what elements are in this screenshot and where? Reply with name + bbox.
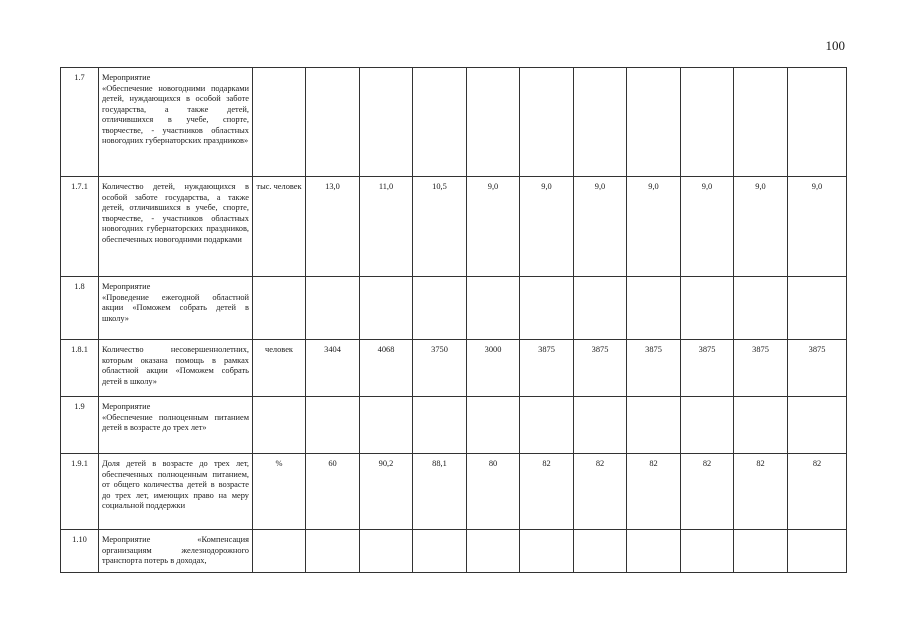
row-description-cell xyxy=(99,68,253,177)
value-cell xyxy=(574,397,627,454)
row-number-cell: 1.7.1 xyxy=(61,177,99,277)
page-number: 100 xyxy=(825,38,845,53)
table-row xyxy=(61,340,847,397)
value-cell xyxy=(467,530,520,573)
value-cell xyxy=(788,277,847,340)
value-cell: 9,0 xyxy=(574,177,627,277)
row-description-text: Количество детей, нуждающихся в особой заботе государства, а также детей, отличившихся в учебе, спорте, творчестве, - участников областных новогодних губернаторских праздников, обеспеченных новогодними подарками xyxy=(102,182,249,244)
value-cell: 88,1 xyxy=(413,454,467,530)
value-cell: 3750 xyxy=(413,340,467,397)
value-cell: 11,0 xyxy=(360,177,413,277)
value-cell: 9,0 xyxy=(734,177,788,277)
value-cell xyxy=(627,277,681,340)
value-cell: 9,0 xyxy=(467,177,520,277)
row-description-cell xyxy=(99,277,253,340)
value-cell xyxy=(306,277,360,340)
table-row xyxy=(61,177,847,277)
row-description-cell xyxy=(99,177,253,277)
row-number-cell: 1.8 xyxy=(61,277,99,340)
table-body xyxy=(61,68,847,573)
value-cell: 80 xyxy=(467,454,520,530)
value-cell xyxy=(413,397,467,454)
value-cell xyxy=(681,530,734,573)
value-cell xyxy=(734,68,788,177)
value-cell xyxy=(734,397,788,454)
value-cell: 9,0 xyxy=(520,177,574,277)
value-cell xyxy=(734,277,788,340)
value-cell: 3000 xyxy=(467,340,520,397)
row-unit-cell xyxy=(253,530,306,573)
value-cell xyxy=(520,530,574,573)
value-cell xyxy=(467,68,520,177)
value-cell: 3404 xyxy=(306,340,360,397)
row-description-text: Количество несовершеннолетних, которым оказана помощь в рамках областной акции «Поможем собрать детей в школу» xyxy=(102,345,249,386)
row-description-cell xyxy=(99,454,253,530)
value-cell: 82 xyxy=(788,454,847,530)
value-cell xyxy=(467,397,520,454)
indicators-table xyxy=(60,67,847,573)
value-cell xyxy=(574,277,627,340)
value-cell xyxy=(520,397,574,454)
value-cell xyxy=(306,68,360,177)
row-description-text: Мероприятие «Проведение ежегодной областной акции «Поможем собрать детей в школу» xyxy=(102,282,249,323)
value-cell xyxy=(788,530,847,573)
value-cell: 3875 xyxy=(627,340,681,397)
value-cell xyxy=(681,397,734,454)
value-cell xyxy=(520,277,574,340)
table-row xyxy=(61,397,847,454)
value-cell: 3875 xyxy=(574,340,627,397)
row-description-text: Мероприятие «Компенсация организациям железнодорожного транспорта потерь в доходах, xyxy=(102,535,249,565)
value-cell xyxy=(520,68,574,177)
row-unit-cell xyxy=(253,397,306,454)
value-cell: 82 xyxy=(574,454,627,530)
value-cell xyxy=(413,277,467,340)
value-cell: 3875 xyxy=(520,340,574,397)
value-cell: 4068 xyxy=(360,340,413,397)
value-cell xyxy=(681,68,734,177)
value-cell xyxy=(306,397,360,454)
value-cell xyxy=(413,530,467,573)
table-row xyxy=(61,277,847,340)
value-cell xyxy=(681,277,734,340)
row-number-cell: 1.9 xyxy=(61,397,99,454)
value-cell: 3875 xyxy=(734,340,788,397)
value-cell xyxy=(360,277,413,340)
row-description-text: Доля детей в возрасте до трех лет, обеспеченных полноценным питанием, от общего количества детей в возрасте до трех лет, имеющих право на меру социальной поддержки xyxy=(102,459,249,510)
row-number-cell: 1.9.1 xyxy=(61,454,99,530)
value-cell xyxy=(360,68,413,177)
value-cell: 82 xyxy=(681,454,734,530)
value-cell xyxy=(467,277,520,340)
value-cell: 9,0 xyxy=(627,177,681,277)
value-cell xyxy=(574,530,627,573)
row-unit-cell: человек xyxy=(253,340,306,397)
value-cell: 82 xyxy=(734,454,788,530)
row-number-cell: 1.10 xyxy=(61,530,99,573)
row-description-cell xyxy=(99,397,253,454)
value-cell: 3875 xyxy=(788,340,847,397)
row-unit-cell xyxy=(253,277,306,340)
row-unit-cell: тыс. человек xyxy=(253,177,306,277)
value-cell: 82 xyxy=(520,454,574,530)
value-cell: 90,2 xyxy=(360,454,413,530)
value-cell xyxy=(306,530,360,573)
value-cell xyxy=(360,397,413,454)
row-description-text: Мероприятие «Обеспечение новогодними подарками детей, нуждающихся в особой заботе государства, а также детей, отличившихся в учебе, спорте, творчестве, - участников областных новогодних губернаторских праздников» xyxy=(102,73,249,145)
value-cell xyxy=(627,68,681,177)
row-description-text: Мероприятие «Обеспечение полноценным питанием детей в возрасте до трех лет» xyxy=(102,402,249,432)
row-number-cell: 1.8.1 xyxy=(61,340,99,397)
value-cell: 9,0 xyxy=(681,177,734,277)
value-cell: 60 xyxy=(306,454,360,530)
row-number-cell: 1.7 xyxy=(61,68,99,177)
value-cell xyxy=(788,68,847,177)
value-cell: 82 xyxy=(627,454,681,530)
row-unit-cell xyxy=(253,68,306,177)
value-cell xyxy=(627,530,681,573)
row-description-cell xyxy=(99,530,253,573)
table-row xyxy=(61,68,847,177)
value-cell: 9,0 xyxy=(788,177,847,277)
row-unit-cell: % xyxy=(253,454,306,530)
value-cell: 10,5 xyxy=(413,177,467,277)
table-row xyxy=(61,530,847,573)
value-cell xyxy=(574,68,627,177)
value-cell xyxy=(413,68,467,177)
value-cell: 13,0 xyxy=(306,177,360,277)
table-row xyxy=(61,454,847,530)
value-cell xyxy=(734,530,788,573)
value-cell xyxy=(627,397,681,454)
value-cell xyxy=(360,530,413,573)
row-description-cell xyxy=(99,340,253,397)
value-cell: 3875 xyxy=(681,340,734,397)
value-cell xyxy=(788,397,847,454)
